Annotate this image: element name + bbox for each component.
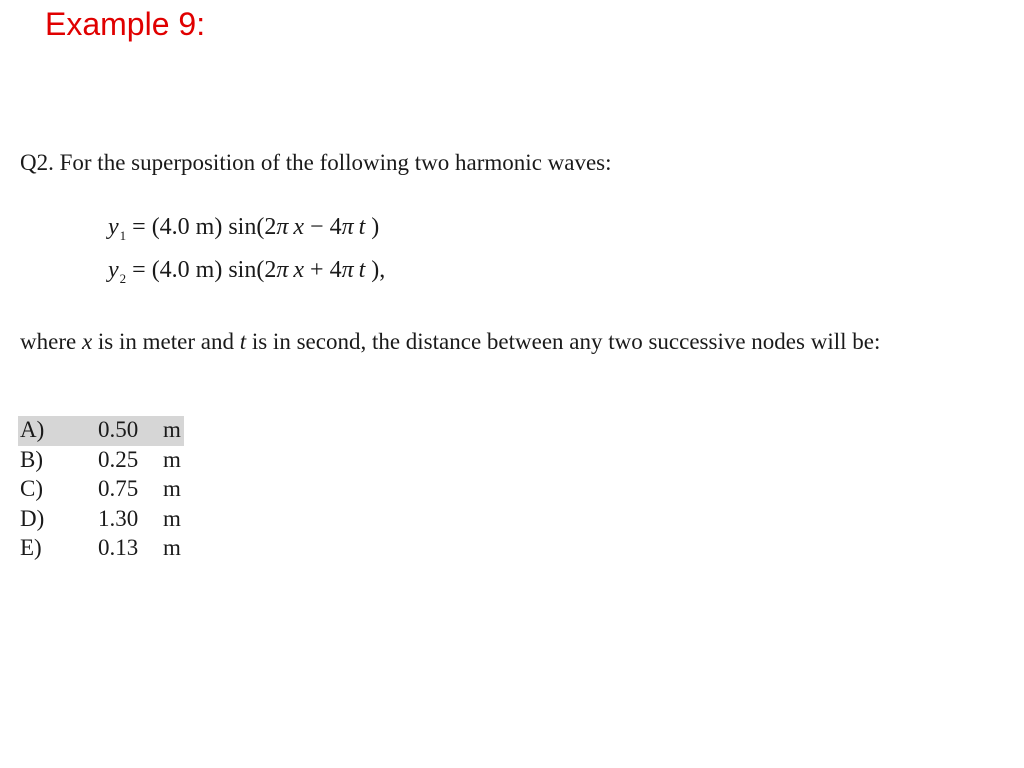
option-unit: m (163, 535, 181, 561)
option-value: 0.75 (98, 476, 139, 502)
eq-variable: y (108, 214, 119, 240)
eq-pi: π (341, 214, 354, 240)
option-letter: E) (20, 535, 42, 561)
option-letter: A) (20, 417, 45, 442)
option-unit: m (163, 476, 181, 502)
eq-variable: y (108, 257, 119, 283)
option-value: 0.25 (98, 446, 139, 472)
para-var-t: t (239, 329, 247, 354)
answer-option-d[interactable] (18, 505, 184, 535)
slide-title: Example 9: (45, 6, 206, 42)
eq-operator: − 4 (304, 214, 342, 240)
question-stem: Q2. For the superposition of the following two harmonic waves: (20, 150, 612, 175)
para-text: is in meter and (92, 329, 240, 354)
eq-subscript: 1 (119, 228, 127, 243)
option-unit: m (163, 446, 181, 472)
eq-close: ) (365, 214, 380, 240)
eq-x: x (293, 257, 305, 283)
eq-pi: π (276, 214, 289, 240)
answer-option-a[interactable] (18, 416, 184, 446)
eq-pi: π (276, 257, 289, 283)
eq-pi: π (341, 257, 354, 283)
eq-t: t (358, 214, 366, 240)
answer-option-b[interactable] (18, 446, 184, 476)
option-letter: C) (20, 476, 43, 502)
eq-operator: + 4 (304, 257, 342, 283)
answer-option-e[interactable] (18, 534, 184, 564)
para-text: where (20, 329, 82, 354)
option-value: 0.13 (98, 535, 139, 561)
eq-close: ), (365, 257, 386, 283)
answer-option-c[interactable] (18, 475, 184, 505)
option-unit: m (163, 505, 181, 531)
eq-x: x (293, 214, 305, 240)
para-text: is in second, the distance between any two successive nodes will be: (246, 329, 881, 354)
answer-options (18, 416, 184, 564)
option-unit: m (163, 417, 181, 442)
eq-t: t (358, 257, 366, 283)
eq-amplitude: = (4.0 m) sin(2 (132, 257, 277, 283)
option-value: 1.30 (98, 505, 139, 531)
option-value: 0.50 (98, 417, 139, 442)
equation-y2 (108, 257, 385, 287)
question-paragraph (20, 327, 1010, 357)
eq-amplitude: = (4.0 m) sin(2 (132, 214, 277, 240)
eq-subscript: 2 (119, 271, 127, 286)
option-letter: D) (20, 505, 45, 531)
equation-y1 (108, 214, 379, 244)
option-letter: B) (20, 446, 43, 472)
para-var-x: x (81, 329, 93, 354)
